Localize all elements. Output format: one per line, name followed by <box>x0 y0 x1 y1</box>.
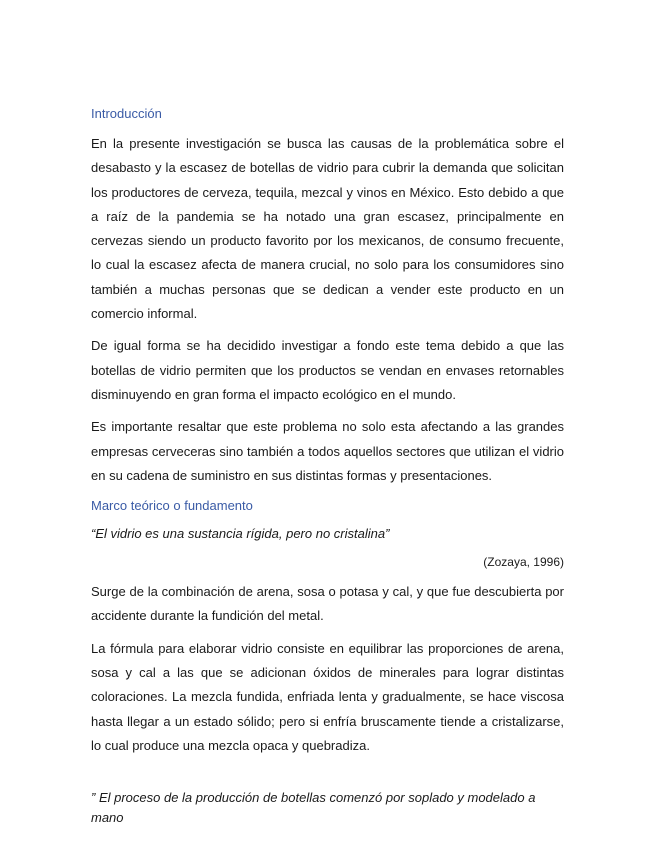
paragraph-spacer <box>91 766 564 788</box>
intro-paragraph-2: De igual forma se ha decidido investigar a fondo este tema debido a que las botellas de vidrio permiten que los productos se vendan en envases retornables disminuyendo en gran forma el impacto ecológico en el mundo. <box>91 338 564 402</box>
block-quote: “El vidrio es una sustancia rígida, pero no cristalina” <box>91 526 390 542</box>
section-heading-marco-teorico: Marco teórico o fundamento <box>91 498 253 514</box>
marco-paragraph-2: La fórmula para elaborar vidrio consiste en equilibrar las proporciones de arena, sosa y cal a las que se adicionan óxidos de minerales para lograr distintas coloraciones. La mezcla fundida, enfriada lenta y gradualmente, se hace viscosa hasta llegar a un estado sólido; pero si enfría bruscamente tiende a cristalizarse, lo cual produce una mezcla opaca y quebradiza. <box>91 640 564 753</box>
intro-paragraph-3: Es importante resaltar que este problema no solo esta afectando a las grandes empresas cerveceras sino también a todos aquellos sectores que utilizan el vidrio en su cadena de suministro en sus distintas formas y presentaciones. <box>91 419 564 483</box>
block-quote-2: ” El proceso de la producción de botellas comenzó por soplado y modelado a mano <box>91 790 536 826</box>
document-body <box>91 104 564 836</box>
section-heading-introduccion: Introducción <box>91 106 162 121</box>
quote-citation: (Zozaya, 1996) <box>483 555 564 570</box>
intro-paragraph-1: En la presente investigación se busca las causas de la problemática sobre el desabasto y la escasez de botellas de vidrio para cubrir la demanda que solicitan los productores de cerveza, tequila, mezcal y vinos en México. Esto debido a que a raíz de la pandemia se ha notado una gran escasez, principalmente en cervezas siendo un producto favorito por los mexicanos, de consumo frecuente, lo cual la escasez afecta de manera crucial, no solo para los consumidores sino también a muchas personas que se dedican a vender este producto en un comercio informal. <box>91 136 564 322</box>
marco-paragraph-1: Surge de la combinación de arena, sosa o potasa y cal, y que fue descubierta por accidente durante la fundición del metal. <box>91 584 564 624</box>
